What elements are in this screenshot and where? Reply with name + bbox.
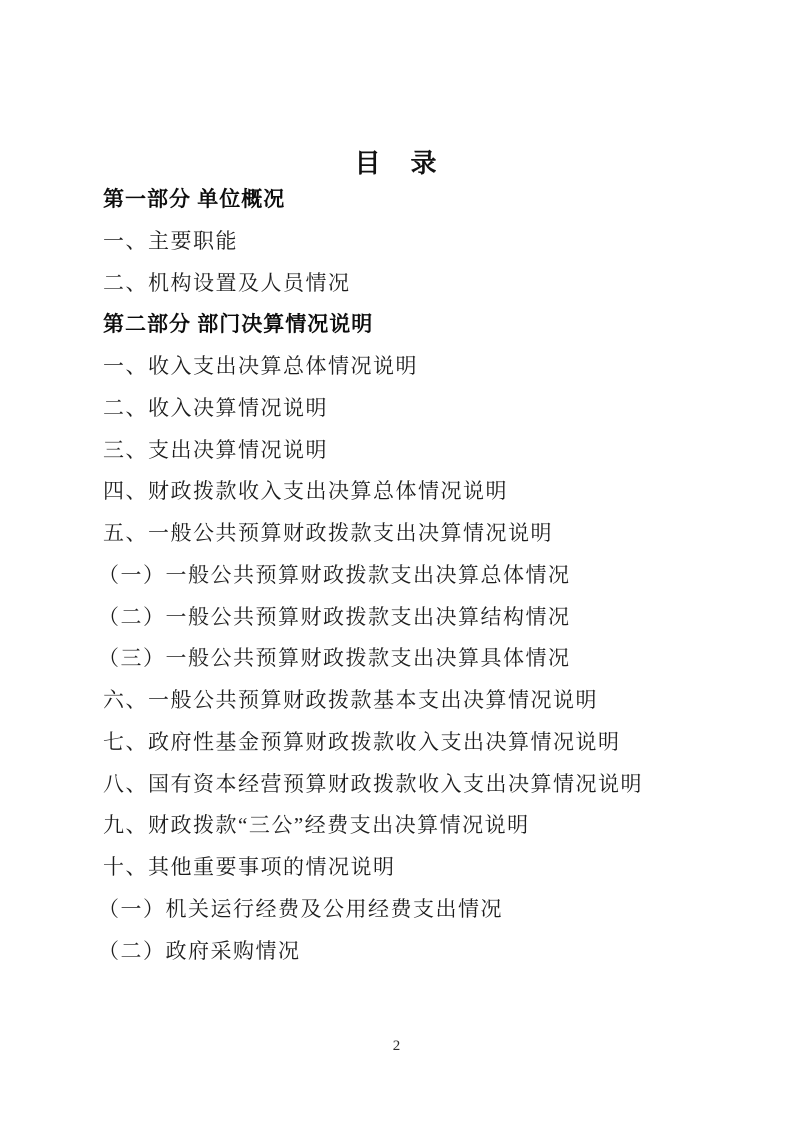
toc-entry: 十、其他重要事项的情况说明 <box>103 855 396 879</box>
toc-entry: 一、收入支出决算总体情况说明 <box>103 354 418 378</box>
table-of-contents <box>98 186 743 979</box>
toc-entry: 二、收入决算情况说明 <box>103 395 328 420</box>
page-number: 2 <box>392 1038 401 1054</box>
toc-entry: 四、财政拨款收入支出决算总体情况说明 <box>103 479 508 504</box>
toc-entry: 三、支出决算情况说明 <box>103 437 328 462</box>
toc-sub-entry: （三）一般公共预算财政拨款支出决算具体情况 <box>98 646 571 671</box>
toc-entry: 六、一般公共预算财政拨款基本支出决算情况说明 <box>103 688 598 712</box>
toc-sub-entry: （二）政府采购情况 <box>98 938 301 963</box>
toc-entry: 七、政府性基金预算财政拨款收入支出决算情况说明 <box>103 729 621 754</box>
toc-entry: 二、机构设置及人员情况 <box>103 270 351 295</box>
toc-entry: 五、一般公共预算财政拨款支出决算情况说明 <box>103 521 553 545</box>
toc-sub-entry: （二）一般公共预算财政拨款支出决算结构情况 <box>98 604 571 629</box>
toc-entry: 九、财政拨款“三公”经费支出决算情况说明 <box>103 813 530 838</box>
toc-section-heading: 第一部分 单位概况 <box>103 187 286 211</box>
toc-section-heading: 第二部分 部门决算情况说明 <box>103 312 374 337</box>
toc-sub-entry: （一）一般公共预算财政拨款支出决算总体情况 <box>98 562 571 587</box>
page-title: 目 录 <box>354 149 439 178</box>
toc-entry: 一、主要职能 <box>103 228 238 253</box>
toc-entry: 八、国有资本经营预算财政拨款收入支出决算情况说明 <box>103 771 643 796</box>
toc-sub-entry: （一）机关运行经费及公用经费支出情况 <box>98 896 503 921</box>
